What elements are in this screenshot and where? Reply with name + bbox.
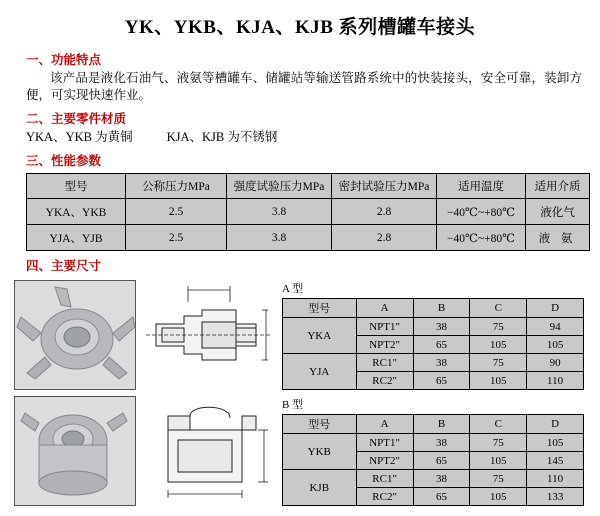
dim-a-col-2: B bbox=[413, 299, 470, 318]
material-brass: YKA、YKB 为黄铜 bbox=[26, 130, 133, 144]
dim-b-r0-c3: 105 bbox=[527, 434, 584, 452]
photo-b-graphic bbox=[15, 397, 135, 505]
table-row bbox=[283, 318, 584, 336]
dimension-table-a-label: A 型 bbox=[282, 283, 304, 295]
dim-a-col-3: C bbox=[470, 299, 527, 318]
dim-a-col-0: 型号 bbox=[283, 299, 357, 318]
dimension-table-b bbox=[282, 414, 584, 506]
photo-a-graphic bbox=[15, 281, 135, 389]
dim-a-r2-c2: 75 bbox=[470, 354, 527, 372]
dim-b-r1-c0: NPT2" bbox=[356, 452, 413, 470]
material-line bbox=[26, 129, 582, 146]
features-paragraph: 该产品是液化石油气、液氨等槽罐车、储罐站等输送管路系统中的快装接头，安全可靠，装卸方便，可实现快速作业。 bbox=[26, 71, 582, 102]
perf-col-0: 型号 bbox=[27, 174, 126, 199]
dim-a-r3-c0: RC2" bbox=[356, 372, 413, 390]
perf-r1-c4: −40℃~+80℃ bbox=[437, 225, 526, 251]
dim-b-col-4: D bbox=[527, 415, 584, 434]
dim-a-col-1: A bbox=[356, 299, 413, 318]
dim-b-r3-c3: 133 bbox=[527, 488, 584, 506]
performance-table bbox=[26, 173, 590, 251]
dim-a-r0-c0: NPT1" bbox=[356, 318, 413, 336]
drawing-b-graphic bbox=[144, 396, 272, 504]
dim-b-r2-c1: 38 bbox=[413, 470, 470, 488]
dim-a-r0-c2: 75 bbox=[470, 318, 527, 336]
table-header-row bbox=[283, 299, 584, 318]
table-row bbox=[283, 434, 584, 452]
table-row bbox=[283, 470, 584, 488]
dimension-table-a bbox=[282, 298, 584, 390]
technical-drawing-a bbox=[144, 280, 272, 388]
perf-r0-c3: 2.8 bbox=[332, 199, 437, 225]
dim-a-r2-c0: RC1" bbox=[356, 354, 413, 372]
perf-col-3: 密封试验压力MPa bbox=[332, 174, 437, 199]
dim-a-r2-c3: 90 bbox=[527, 354, 584, 372]
perf-r0-c5: 液化气 bbox=[526, 199, 590, 225]
perf-r1-c2: 3.8 bbox=[227, 225, 332, 251]
dim-b-r0-c1: 38 bbox=[413, 434, 470, 452]
dim-a-r1-c3: 105 bbox=[527, 336, 584, 354]
dimensions-area bbox=[14, 280, 586, 506]
dim-b-col-1: A bbox=[356, 415, 413, 434]
perf-col-1: 公称压力MPa bbox=[126, 174, 227, 199]
perf-r1-c0: YJA、YJB bbox=[27, 225, 126, 251]
dim-a-r3-c1: 65 bbox=[413, 372, 470, 390]
table-header-row bbox=[27, 174, 590, 199]
dim-b-r0-c0: NPT1" bbox=[356, 434, 413, 452]
perf-r0-c0: YKA、YKB bbox=[27, 199, 126, 225]
dim-b-col-2: B bbox=[413, 415, 470, 434]
dim-a-model-1: YJA bbox=[283, 354, 357, 390]
dim-b-r2-c0: RC1" bbox=[356, 470, 413, 488]
perf-col-2: 强度试验压力MPa bbox=[227, 174, 332, 199]
dim-a-r1-c1: 65 bbox=[413, 336, 470, 354]
perf-r0-c2: 3.8 bbox=[227, 199, 332, 225]
dimension-row-a bbox=[14, 280, 586, 390]
dim-b-r0-c2: 75 bbox=[470, 434, 527, 452]
perf-r1-c3: 2.8 bbox=[332, 225, 437, 251]
perf-r1-c1: 2.5 bbox=[126, 225, 227, 251]
dim-a-r2-c1: 38 bbox=[413, 354, 470, 372]
section-heading-material: 二、主要零件材质 bbox=[26, 112, 127, 126]
perf-col-4: 适用温度 bbox=[437, 174, 526, 199]
dim-b-r3-c1: 65 bbox=[413, 488, 470, 506]
page-title: YK、YKB、KJA、KJB 系列槽罐车接头 bbox=[124, 17, 476, 38]
table-row bbox=[283, 354, 584, 372]
perf-r1-c5: 液 氨 bbox=[526, 225, 590, 251]
dim-b-r3-c0: RC2" bbox=[356, 488, 413, 506]
dim-b-col-0: 型号 bbox=[283, 415, 357, 434]
dim-b-col-3: C bbox=[470, 415, 527, 434]
dim-b-r3-c2: 105 bbox=[470, 488, 527, 506]
section-heading-features: 一、功能特点 bbox=[26, 53, 102, 67]
perf-col-5: 适用介质 bbox=[526, 174, 590, 199]
dim-a-r0-c1: 38 bbox=[413, 318, 470, 336]
dimension-table-b-label: B 型 bbox=[282, 399, 304, 411]
dim-a-model-0: YKA bbox=[283, 318, 357, 354]
dimension-table-b-wrap bbox=[282, 396, 584, 506]
technical-drawing-b bbox=[144, 396, 272, 504]
product-photo-a bbox=[14, 280, 136, 390]
table-row bbox=[27, 199, 590, 225]
section-heading-performance: 三、性能参数 bbox=[26, 154, 102, 168]
dim-b-model-1: KJB bbox=[283, 470, 357, 506]
performance-table-wrap bbox=[26, 173, 586, 251]
dimension-table-a-wrap bbox=[282, 280, 584, 390]
dim-a-r1-c0: NPT2" bbox=[356, 336, 413, 354]
dim-a-r1-c2: 105 bbox=[470, 336, 527, 354]
dim-a-r3-c3: 110 bbox=[527, 372, 584, 390]
dim-b-r1-c3: 145 bbox=[527, 452, 584, 470]
perf-r0-c4: −40℃~+80℃ bbox=[437, 199, 526, 225]
dim-a-col-4: D bbox=[527, 299, 584, 318]
dim-a-r3-c2: 105 bbox=[470, 372, 527, 390]
perf-r0-c1: 2.5 bbox=[126, 199, 227, 225]
dim-b-model-0: YKB bbox=[283, 434, 357, 470]
material-steel: KJA、KJB 为不锈钢 bbox=[166, 130, 278, 144]
dim-b-r1-c1: 65 bbox=[413, 452, 470, 470]
dim-b-r1-c2: 105 bbox=[470, 452, 527, 470]
table-header-row bbox=[283, 415, 584, 434]
dim-b-r2-c2: 75 bbox=[470, 470, 527, 488]
table-row bbox=[27, 225, 590, 251]
dim-a-r0-c3: 94 bbox=[527, 318, 584, 336]
dimension-row-b bbox=[14, 396, 586, 506]
product-photo-b bbox=[14, 396, 136, 506]
dim-b-r2-c3: 110 bbox=[527, 470, 584, 488]
drawing-a-graphic bbox=[144, 280, 272, 388]
section-heading-dimensions: 四、主要尺寸 bbox=[26, 259, 102, 273]
